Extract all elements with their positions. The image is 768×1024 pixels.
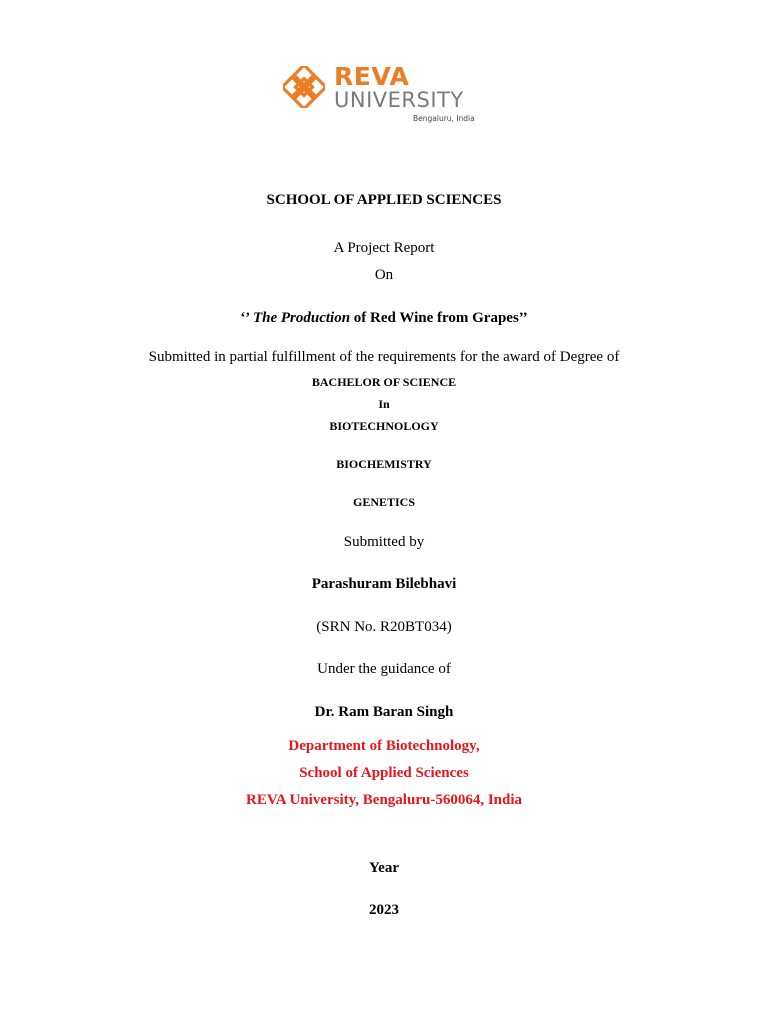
submitted-by-label: Submitted by [343,534,425,550]
guide-name: Dr. Ram Baran Singh [314,704,454,720]
project-title [0,311,768,326]
degree-name: BACHELOR OF SCIENCE [311,375,457,389]
subject-genetics: GENETICS [352,495,416,509]
subject-biotechnology: BIOTECHNOLOGY [329,419,439,433]
title-italic-part: The Production [252,310,351,326]
school-heading: SCHOOL OF APPLIED SCIENCES [266,192,502,208]
on-label: On [374,267,394,283]
year-label: Year [369,860,399,876]
logo-name-line1: REVA [334,62,410,91]
year-value: 2023 [369,902,399,918]
title-rest: of Red Wine from Grapes’’ [350,310,528,326]
logo-location: Bengaluru, India [413,114,475,123]
guidance-label: Under the guidance of [317,661,451,677]
university-logo [283,64,483,128]
school-line: School of Applied Sciences [299,765,469,781]
submission-statement: Submitted in partial fulfillment of the requirements for the award of Degree of [148,349,620,365]
logo-name-line2: UNIVERSITY [334,88,464,112]
subject-biochemistry: BIOCHEMISTRY [336,457,432,471]
university-address-line: REVA University, Bengaluru-560064, India [245,792,523,808]
in-label: In [378,397,390,411]
student-name: Parashuram Bilebhavi [311,576,457,592]
celtic-knot-emblem-icon [283,66,325,108]
report-type: A Project Report [333,240,435,256]
srn-number: (SRN No. R20BT034) [316,619,452,635]
title-open-quote: ‘’ [240,310,253,326]
department-line: Department of Biotechnology, [288,738,480,754]
